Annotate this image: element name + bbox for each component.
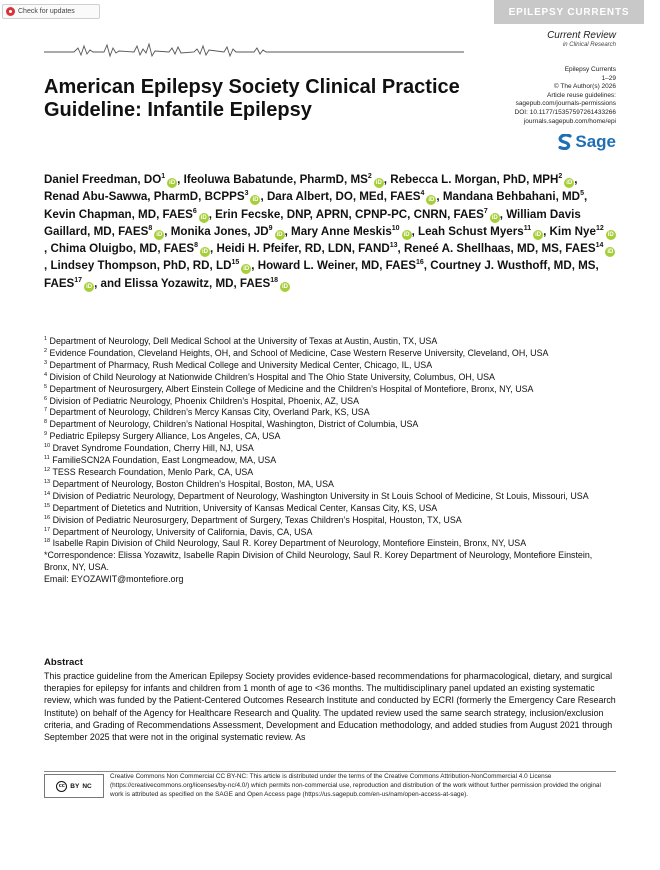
orcid-icon[interactable]: iD — [566, 180, 573, 186]
affiliation-item — [44, 467, 620, 479]
author — [267, 190, 436, 203]
orcid-icon[interactable]: iD — [607, 249, 614, 256]
author-name: Heidi H. Pfeifer, RD, LDN, FAND — [216, 242, 390, 256]
affiliation-number: 5 — [44, 383, 48, 390]
affiliation-item — [44, 396, 620, 408]
author-name: Lindsey Thompson, PhD, RD, LD — [50, 259, 232, 273]
author-affiliation-number: 2 — [558, 173, 563, 181]
affiliation-item — [44, 372, 620, 384]
affiliation-text: Department of Neurology, University of California, Davis, CA, USA — [52, 526, 313, 537]
author — [44, 173, 177, 186]
author-affiliation-number: 15 — [231, 259, 240, 267]
affiliation-number: 9 — [44, 431, 48, 438]
author-name: Mary Anne Meskis — [291, 224, 392, 238]
author-affiliation-number: 11 — [523, 225, 532, 233]
affiliation-item — [44, 360, 620, 372]
author-name: Ifeoluwa Babatunde, PharmD, MS — [183, 173, 368, 186]
author — [550, 225, 616, 238]
check-for-updates-label: Check for updates — [18, 8, 75, 15]
sage-logo — [558, 132, 616, 152]
orcid-icon[interactable]: iD — [200, 214, 207, 221]
affiliation-number: 6 — [44, 395, 48, 402]
affiliation-text: Department of Pharmacy, Rush Medical College and University Medical Center, Chicago, IL, USA — [49, 359, 433, 370]
author-affiliation-number: 12 — [595, 225, 604, 233]
author — [50, 259, 251, 272]
affiliation-number: 15 — [44, 502, 51, 509]
author-name: Chima Oluigbo, MD, FAES — [50, 242, 195, 256]
author — [418, 225, 543, 238]
eeg-wave-decoration — [44, 40, 464, 60]
affiliation-number: 2 — [44, 347, 48, 354]
author-affiliation-number: 5 — [580, 190, 584, 198]
author-name: William Davis Gaillard, MD, FAES — [44, 207, 581, 238]
meta-reuse: Article reuse guidelines: — [546, 91, 616, 99]
affiliation-item — [44, 419, 620, 431]
orcid-icon[interactable]: iD — [169, 180, 176, 186]
orcid-icon[interactable]: iD — [276, 231, 283, 238]
affiliation-text: FamilieSCN2A Foundation, East Longmeadow, MA, USA — [52, 455, 277, 466]
affiliation-text: Division of Child Neurology at Nationwide Children’s Hospital and The Ohio State University, Columbus, OH, USA — [49, 371, 495, 382]
affiliation-number: 17 — [44, 526, 51, 533]
author-name: Kim Nye — [549, 224, 596, 238]
cc-nc-label: NC — [82, 782, 92, 790]
author — [184, 173, 384, 186]
abstract-text: This practice guideline from the American Epilepsy Society provides evidence-based recommendations for pharmacological, dietary, and surgical therapies for epilepsy for infants and children from 1 month of age to <36 months. The multidisciplinary panel updated an existing systematic review, which was funded by the Patient-Centered Outcomes Research Institute and conducted by ECRI (formerly the Emergency Care Research Institute) on behalf of the Agency for Healthcare Research and Quality. The updated review used the same search strategy, inclusion/exclusion criteria, and Grading of Recommendations Assessment, Development and Education methodology, and added studies from August 2021 through September 2025 that were not in the original systematic review. As — [44, 671, 616, 743]
affiliation-text: Division of Pediatric Neurology, Phoenix Children’s Hospital, Phoenix, AZ, USA — [49, 395, 359, 406]
abstract-heading: Abstract — [44, 657, 83, 668]
meta-doi[interactable]: DOI: 10.1177/15357597261433266 — [514, 108, 616, 116]
affiliation-item — [44, 515, 620, 527]
author-name: Rebecca L. Morgan, PhD, MPH — [390, 173, 559, 186]
article-type: Current Review — [547, 30, 616, 41]
author — [44, 208, 209, 221]
creative-commons-icon: cc — [56, 781, 67, 792]
cc-by-label: BY — [70, 782, 80, 790]
author-affiliation-number: 16 — [415, 259, 424, 267]
orcid-icon[interactable]: iD — [403, 231, 410, 238]
author-name: Kevin Chapman, MD, FAES — [44, 207, 193, 221]
affiliation-text: TESS Research Foundation, Menlo Park, CA, USA — [52, 466, 254, 477]
affiliation-text: Isabelle Rapin Division of Child Neurology, Saul R. Korey Department of Neurology, Montefiore Einstein, Bronx, NY, USA — [52, 538, 527, 549]
affiliation-item — [44, 491, 620, 503]
author-affiliation-number: 10 — [391, 225, 400, 233]
article-subtype: in Clinical Research — [562, 42, 616, 48]
author-name: Courtney J. Wusthoff, MD, MS, FAES — [44, 259, 599, 290]
affiliation-item — [44, 455, 620, 467]
author-name: Mandana Behbahani, MD — [442, 190, 581, 204]
article-title: American Epilepsy Society Clinical Practice Guideline: Infantile Epilepsy — [44, 76, 460, 121]
affiliation-text: Department of Neurology, Dell Medical School at the University of Texas at Austin, Austin, TX, USA — [49, 336, 438, 346]
affiliation-item — [44, 407, 620, 419]
author-list: Daniel Freedman, $DO^1iD$ , Ifeoluwa Babatunde, PharmD, $MS^2iD$ , Rebecca L. Morgan, PhD, MPH$^2$iD , Renad Abu-Sawwa, PharmD, BCPPS$^3$iD , Dara Albert, DO, MEd, FAES$^4$iD , Mandana Behbahani, $MD^5$, Kevin Chapman, MD, FAES$^6$iD , Erin Fecske, DNP, APRN, CPNP-PC, CNRN, FAES$^7$iD , William Davis Gaillard, MD, FAES$^8$iD , Monika Jones, $JD^9iD$ , Mary Anne Meskis$^{10}$iD , Leah Schust Myers$^{11}$iD , Kim Nye$^{12}$iD, Chima Oluigbo, MD, FAES$^8$iD , Heidi H. Pfeifer, RD, LDN, FAND$^{13}$, Reneé A. Shellhaas, MD, MS, FAES$^{14}$iD, Lindsey Thompson, PhD, RD, LD$^{15}$iD , Howard L. Weiner, MD, FAES$^{16}$, Courtney J. Wusthoff, MD, MS, FAES$^{17}$iD , and Elissa Yozawitz, MD, FAES$^{18}$iD — [44, 173, 614, 290]
affiliation-text: Department of Dietetics and Nutrition, University of Kansas Medical Center, Kansas City, KS, USA — [52, 502, 438, 513]
update-icon — [6, 7, 15, 16]
author-name: Leah Schust Myers — [418, 224, 524, 238]
meta-pages: 1–29 — [601, 74, 616, 82]
affiliation-number: 8 — [44, 419, 48, 426]
affiliation-text: Division of Pediatric Neurosurgery, Department of Surgery, Texas Children’s Hospital, Houston, TX, USA — [52, 514, 462, 525]
author — [291, 225, 412, 238]
author-name: Howard L. Weiner, MD, FAES — [257, 259, 416, 273]
author-affiliation-number: 8 — [194, 242, 198, 250]
author-affiliation-number: 4 — [420, 190, 425, 198]
affiliation-item — [44, 443, 620, 455]
license-text: Creative Commons Non Commercial CC BY-NC: This article is distributed under the terms of the Creative Commons Attribution-NonCommercial 4.0 License (https://creativecommons.org/licenses/by-nc/4.0/) which permits non-commercial use, reproduction and distribution of the work without further permission provided the original work is attributed as specified on the SAGE and Open Access page (https://us.sagepub.com/en-us/nam/open-access-at-sage). — [110, 773, 601, 798]
author — [124, 277, 290, 290]
author-affiliation-number: 13 — [389, 242, 398, 250]
author — [171, 225, 285, 238]
orcid-icon[interactable]: iD — [428, 197, 435, 204]
author-name: Monika Jones, JD — [170, 224, 269, 238]
affiliation-number: 16 — [44, 514, 51, 521]
orcid-icon[interactable]: iD — [375, 180, 382, 186]
author-affiliation-number: 6 — [192, 207, 197, 215]
meta-reuse-link[interactable]: sagepub.com/journals-permissions — [515, 100, 616, 108]
author-affiliation-number: 8 — [148, 225, 153, 233]
orcid-icon[interactable]: iD — [156, 231, 163, 238]
orcid-icon[interactable]: iD — [243, 266, 250, 273]
orcid-icon[interactable]: iD — [252, 197, 259, 204]
affiliation-text: Department of Neurology, Boston Children’s Hospital, Boston, MA, USA — [52, 478, 334, 489]
author-name: Daniel Freedman, DO — [44, 173, 162, 186]
author-affiliation-number: 18 — [270, 276, 279, 284]
orcid-icon[interactable]: iD — [282, 283, 289, 290]
check-for-updates-badge[interactable] — [2, 4, 100, 19]
meta-copyright: © The Author(s) 2026 — [553, 83, 616, 91]
journal-name-banner: EPILEPSY CURRENTS — [494, 0, 644, 24]
author — [390, 173, 574, 186]
affiliation-number: 3 — [44, 359, 48, 366]
affiliation-item — [44, 503, 620, 515]
author — [404, 242, 615, 255]
author-affiliation-number: 17 — [74, 276, 83, 284]
affiliation-item — [44, 431, 620, 443]
affiliation-number: 14 — [44, 490, 51, 497]
correspondence: *Correspondence: Elissa Yozawitz, Isabelle Rapin Division of Child Neurology, Saul R. Korey Department of Neurology, Montefiore Einstein, Bronx, NY, USA. — [44, 550, 593, 573]
affiliation-text: Department of Neurosurgery, Albert Einstein College of Medicine and the Children’s Hospital of Montefiore, Bronx, NY, USA — [49, 383, 534, 394]
affiliation-item — [44, 348, 620, 360]
affiliation-item — [44, 479, 620, 491]
author-affiliation-number: 14 — [595, 242, 604, 250]
affiliation-number: 11 — [44, 455, 50, 462]
affiliation-number: 4 — [44, 371, 48, 378]
author-affiliation-number: 3 — [244, 190, 249, 198]
license-divider — [44, 771, 616, 772]
publication-meta — [515, 66, 616, 126]
author — [50, 242, 210, 255]
publisher-name: Sage — [575, 132, 616, 151]
affiliation-number: 12 — [44, 467, 51, 473]
affiliation-item — [44, 336, 620, 348]
author — [216, 242, 397, 255]
author — [258, 259, 424, 272]
affiliation-number: 18 — [44, 538, 51, 545]
author — [215, 208, 500, 221]
affiliation-text: Evidence Foundation, Cleveland Heights, OH, and School of Medicine, Case Western Reserve University, Cleveland, OH, USA — [49, 347, 549, 358]
orcid-icon[interactable]: iD — [202, 249, 208, 256]
cc-by-nc-badge[interactable] — [44, 774, 104, 798]
author — [443, 190, 584, 203]
affiliation-number: 1 — [44, 336, 48, 343]
meta-journal: Epilepsy Currents — [564, 66, 616, 73]
author-name: Elissa Yozawitz, MD, FAES — [124, 276, 271, 290]
correspondence-email[interactable]: Email: EYOZAWIT@montefiore.org — [44, 574, 184, 585]
affiliation-text: Pediatric Epilepsy Surgery Alliance, Los Angeles, CA, USA — [49, 431, 281, 442]
affiliation-item — [44, 538, 620, 550]
meta-homepage-link[interactable]: journals.sagepub.com/home/epi — [523, 117, 616, 125]
author-affiliation-number: 7 — [483, 207, 488, 215]
affiliations — [44, 336, 620, 586]
affiliation-number: 10 — [44, 443, 51, 450]
affiliation-item — [44, 527, 620, 539]
author — [44, 190, 260, 203]
author-affiliation-number: 1 — [161, 173, 166, 181]
affiliation-number: 7 — [44, 407, 48, 414]
author-affiliation-number: 9 — [268, 225, 273, 233]
affiliation-text: Dravet Syndrome Foundation, Cherry Hill, NJ, USA — [52, 443, 254, 454]
author-name: Dara Albert, DO, MEd, FAES — [266, 190, 421, 204]
affiliation-number: 13 — [44, 478, 51, 485]
affiliation-text: Department of Neurology, Children’s National Hospital, Washington, District of Columbia, USA — [49, 419, 419, 430]
author-name: Erin Fecske, DNP, APRN, CPNP-PC, CNRN, FAES — [215, 207, 484, 221]
author-and: and — [100, 276, 122, 290]
article-category — [547, 30, 616, 48]
affiliation-text: Division of Pediatric Neurology, Department of Neurology, Washington University in St Louis School of Medicine, St Louis, Missouri, USA — [52, 490, 589, 501]
author-affiliation-number: 2 — [367, 173, 372, 181]
orcid-icon[interactable]: iD — [86, 283, 93, 290]
orcid-icon[interactable]: iD — [491, 214, 498, 221]
author-name: Renad Abu-Sawwa, PharmD, BCPPS — [44, 190, 245, 204]
sage-icon — [558, 134, 572, 150]
orcid-icon[interactable]: iD — [607, 231, 614, 238]
orcid-icon[interactable]: iD — [535, 231, 542, 238]
author-name: Reneé A. Shellhaas, MD, MS, FAES — [404, 242, 596, 256]
affiliation-text: Department of Neurology, Children’s Mercy Kansas City, Overland Park, KS, USA — [49, 407, 370, 418]
affiliation-item — [44, 384, 620, 396]
